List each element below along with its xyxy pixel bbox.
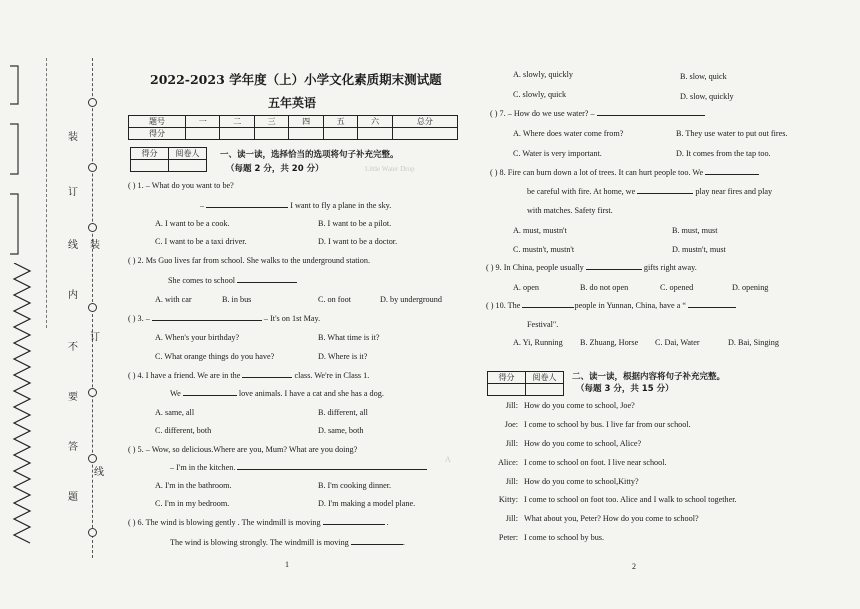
q8-stem-text: ( ) 8. Fire can burn down a lot of trees. It can hurt people too. We <box>490 168 704 177</box>
q4-stem-text: ( ) 4. I have a friend. We are in the <box>128 371 241 380</box>
q7-option-a: A. Where does water come from? <box>513 129 624 138</box>
q4-stem <box>128 371 369 381</box>
dialogue-line: How do you come to school, Joe? <box>524 401 635 410</box>
q1-option-d: D. I want to be a doctor. <box>318 237 398 246</box>
q1-option-b: B. I want to be a pilot. <box>318 219 392 228</box>
grader-score-label: 得分 <box>131 148 169 160</box>
q7-stem-text: ( ) 7. – How do we use water? – <box>490 109 595 118</box>
q10-option-d: D. Bai, Singing <box>728 338 779 347</box>
score-table-label: 得分 <box>129 128 186 140</box>
q10-stem-text: ( ) 10. The <box>486 301 521 310</box>
q10-mid: people in Yunnan, China, have a “ <box>574 301 687 310</box>
q3-option-a: A. When's your birthday? <box>155 333 240 342</box>
q10-option-b: B. Zhuang, Horse <box>580 338 639 347</box>
q3-option-d: D. Where is it? <box>318 352 368 361</box>
q2-stem: ( ) 2. Ms Guo lives far from school. She walks to the underground station. <box>128 256 371 265</box>
binding-hole <box>88 163 97 172</box>
score-cell <box>358 128 392 140</box>
score-cell <box>254 128 288 140</box>
answer-blank[interactable] <box>237 469 427 470</box>
q6-stem: ( ) 6. The wind is blowing gently . The windmill is moving . <box>128 518 389 527</box>
dialogue-speaker: Jill: <box>505 477 518 486</box>
answer-blank[interactable] <box>688 307 736 308</box>
bracket-marks <box>8 64 38 264</box>
binding-hole <box>88 454 97 463</box>
score-table-col: 五 <box>323 116 357 128</box>
zigzag-border <box>10 263 50 548</box>
q1-stem: ( ) 1. – What do you want to be? <box>128 181 234 190</box>
grader-cell <box>488 384 526 396</box>
section2-points: （每题 3 分，共 15 分） <box>576 384 674 394</box>
page-title: 2022-2023 学年度（上）小学文化素质期末测试题 <box>150 72 442 87</box>
answer-blank[interactable] <box>242 377 292 378</box>
q5-line2-text: – I'm in the kitchen. <box>170 463 236 472</box>
q4-line2a: We <box>170 389 181 398</box>
q4-option-b: B. different, all <box>318 408 368 417</box>
score-table <box>128 115 458 140</box>
grader-reviewer-label: 阅卷人 <box>169 148 207 160</box>
grader-reviewer-label: 阅卷人 <box>526 372 564 384</box>
q3-stem-text: ( ) 3. – <box>128 314 150 323</box>
page-number-1: 1 <box>285 560 289 569</box>
q6-option-c: C. slowly, quick <box>513 90 567 99</box>
answer-blank[interactable] <box>183 395 237 396</box>
answer-blank[interactable] <box>152 320 262 321</box>
binding-word: 不 <box>68 342 78 353</box>
q8-option-c: C. mustn't, mustn't <box>513 245 575 254</box>
dialogue-speaker: Jill: <box>505 514 518 523</box>
score-cell <box>289 128 323 140</box>
dialogue-speaker: Peter: <box>498 533 518 542</box>
q5-option-a: A. I'm in the bathroom. <box>155 481 232 490</box>
dialogue-line: How do you come to school, Alice? <box>524 439 642 448</box>
score-table-col: 六 <box>358 116 392 128</box>
answer-blank[interactable] <box>586 269 642 270</box>
q1-line2: – I want to fly a plane in the sky. <box>200 201 392 210</box>
score-table-col: 一 <box>186 116 220 128</box>
q8-line2a: be careful with fire. At home, we <box>527 187 636 196</box>
q4-option-c: C. different, both <box>155 426 212 435</box>
q9-option-a: A. open <box>513 283 539 292</box>
grader-cell <box>526 384 564 396</box>
q1-option-a: A. I want to be a cook. <box>155 219 230 228</box>
page-number-2: 2 <box>632 562 636 571</box>
dialogue-speaker: Alice: <box>497 458 518 467</box>
answer-blank[interactable] <box>637 193 693 194</box>
grader-cell <box>169 160 207 172</box>
q10-option-a: A. Yi, Running <box>513 338 563 347</box>
q2-option-b: B. in bus <box>222 295 252 304</box>
score-cell <box>323 128 357 140</box>
binding-hole <box>88 98 97 107</box>
show-through-text: Little Water Drop <box>365 165 415 173</box>
q6-option-d: D. slow, quickly <box>680 92 734 101</box>
dialogue-line: What about you, Peter? How do you come to school? <box>524 514 699 523</box>
binding-word: 线 <box>94 467 104 478</box>
q9-tail: gifts right away. <box>643 263 697 272</box>
q3-option-c: C. What orange things do you have? <box>155 352 275 361</box>
q7-option-c: C. Water is very important. <box>513 149 602 158</box>
q5-stem: ( ) 5. – Wow, so delicious.Where are you, Mum? What are you doing? <box>128 445 358 454</box>
answer-blank[interactable] <box>237 282 297 283</box>
q7-stem <box>490 109 705 119</box>
q10-option-c: C. Dai, Water <box>655 338 700 347</box>
q8-stem <box>490 168 759 178</box>
binding-word: 要 <box>68 392 78 403</box>
dialogue-line: I come to school by bus. I live far from our school. <box>524 420 691 429</box>
binding-word: 装 <box>90 240 100 251</box>
q8-option-d: D. mustn't, must <box>672 245 726 254</box>
q4-line2 <box>170 389 384 399</box>
answer-blank[interactable] <box>705 174 759 175</box>
binding-word: 装 <box>68 132 78 143</box>
grader-score-label: 得分 <box>488 372 526 384</box>
q4-option-a: A. same, all <box>155 408 195 417</box>
binding-margin <box>8 58 104 558</box>
q6-line2-text: The wind is blowing strongly. The windmill is moving <box>170 538 349 547</box>
q9-option-d: D. opening <box>732 283 769 292</box>
q7-option-b: B. They use water to put out fires. <box>676 129 788 138</box>
q7-option-d: D. It comes from the tap too. <box>676 149 771 158</box>
q5-option-b: B. I'm cooking dinner. <box>318 481 392 490</box>
dialogue-line: I come to school by bus. <box>524 533 605 542</box>
score-table-col: 总分 <box>392 116 457 128</box>
score-table-col: 四 <box>289 116 323 128</box>
q8-option-a: A. must, mustn't <box>513 226 567 235</box>
binding-word: 答 <box>68 442 78 453</box>
binding-hole <box>88 303 97 312</box>
answer-blank[interactable] <box>206 207 288 208</box>
score-cell <box>186 128 220 140</box>
q10-stem <box>486 301 736 311</box>
q2-line2 <box>168 276 297 286</box>
score-table-col: 二 <box>220 116 254 128</box>
binding-hole <box>88 388 97 397</box>
score-table-label: 题号 <box>129 116 186 128</box>
q5-option-c: C. I'm in my bedroom. <box>155 499 230 508</box>
dialogue-line: I come to school on foot too. Alice and I walk to school together. <box>524 495 737 504</box>
binding-word: 题 <box>68 492 78 503</box>
q2-option-d: D. by underground <box>380 295 442 304</box>
q3-tail: – It's on 1st May. <box>263 314 321 323</box>
score-table-col: 三 <box>254 116 288 128</box>
q8-option-b: B. must, must <box>672 226 718 235</box>
dialogue-line: How do you come to school,Kitty? <box>524 477 639 486</box>
answer-blank[interactable] <box>522 307 574 308</box>
q9-option-c: C. opened <box>660 283 694 292</box>
grader-box-1 <box>130 147 207 172</box>
q1-line2-text: I want to fly a plane in the sky. <box>290 201 392 210</box>
q3-option-b: B. What time is it? <box>318 333 380 342</box>
answer-blank[interactable] <box>351 544 403 545</box>
binding-hole <box>88 223 97 232</box>
q4-tail: class. We're in Class 1. <box>294 371 370 380</box>
dialogue-speaker: Joe: <box>504 420 518 429</box>
grader-cell <box>131 160 169 172</box>
q8-line2b: play near fires and play <box>695 187 773 196</box>
q2-line2-text: She comes to school <box>168 276 236 285</box>
q2-option-c: C. on foot <box>318 295 351 304</box>
q8-line2 <box>527 187 772 197</box>
q2-option-a: A. with car <box>155 295 192 304</box>
q4-option-d: D. same, both <box>318 426 364 435</box>
section1-heading: 一、读一读，选择恰当的选项将句子补充完整。 <box>220 150 399 160</box>
section1-points: （每题 2 分，共 20 分） <box>226 164 324 174</box>
dialogue-speaker: Kitty: <box>498 495 518 504</box>
binding-word: 线 <box>68 240 78 251</box>
q9-stem-text: ( ) 9. In China, people usually <box>486 263 584 272</box>
score-cell <box>392 128 457 140</box>
answer-blank[interactable] <box>597 115 705 116</box>
score-cell <box>220 128 254 140</box>
binding-word: 内 <box>68 290 78 301</box>
subject-title: 五年英语 <box>268 96 317 110</box>
answer-blank[interactable] <box>323 524 385 525</box>
show-through-text: A <box>445 455 451 464</box>
dialogue-speaker: Jill: <box>505 401 518 410</box>
dialogue-speaker: Jill: <box>505 439 518 448</box>
grader-box-2 <box>487 371 564 396</box>
binding-word: 订 <box>68 187 78 198</box>
q9-stem <box>486 263 697 273</box>
dialogue-line: I come to school on foot. I live near school. <box>524 458 667 467</box>
q8-line3: with matches. Safety first. <box>527 206 613 215</box>
q5-line2 <box>170 463 427 473</box>
binding-hole <box>88 528 97 537</box>
q6-option-b: B. slow, quick <box>680 72 727 81</box>
q10-line2: Festival". <box>527 320 559 329</box>
q3-stem <box>128 314 320 324</box>
q6-option-a: A. slowly, quickly <box>513 70 573 79</box>
q6-stem-text: ( ) 6. The wind is blowing gently . The windmill is moving <box>128 518 321 527</box>
q5-option-d: D. I'm making a model plane. <box>318 499 416 508</box>
q1-option-c: C. I want to be a taxi driver. <box>155 237 247 246</box>
binding-word: 订 <box>90 332 100 343</box>
section2-heading: 二、读一读，根据内容将句子补充完整。 <box>572 372 726 382</box>
q9-option-b: B. do not open <box>580 283 629 292</box>
q4-line2b: love animals. I have a cat and she has a dog. <box>238 389 384 398</box>
q6-line2: The wind is blowing strongly. The windmill is moving . <box>170 538 405 547</box>
